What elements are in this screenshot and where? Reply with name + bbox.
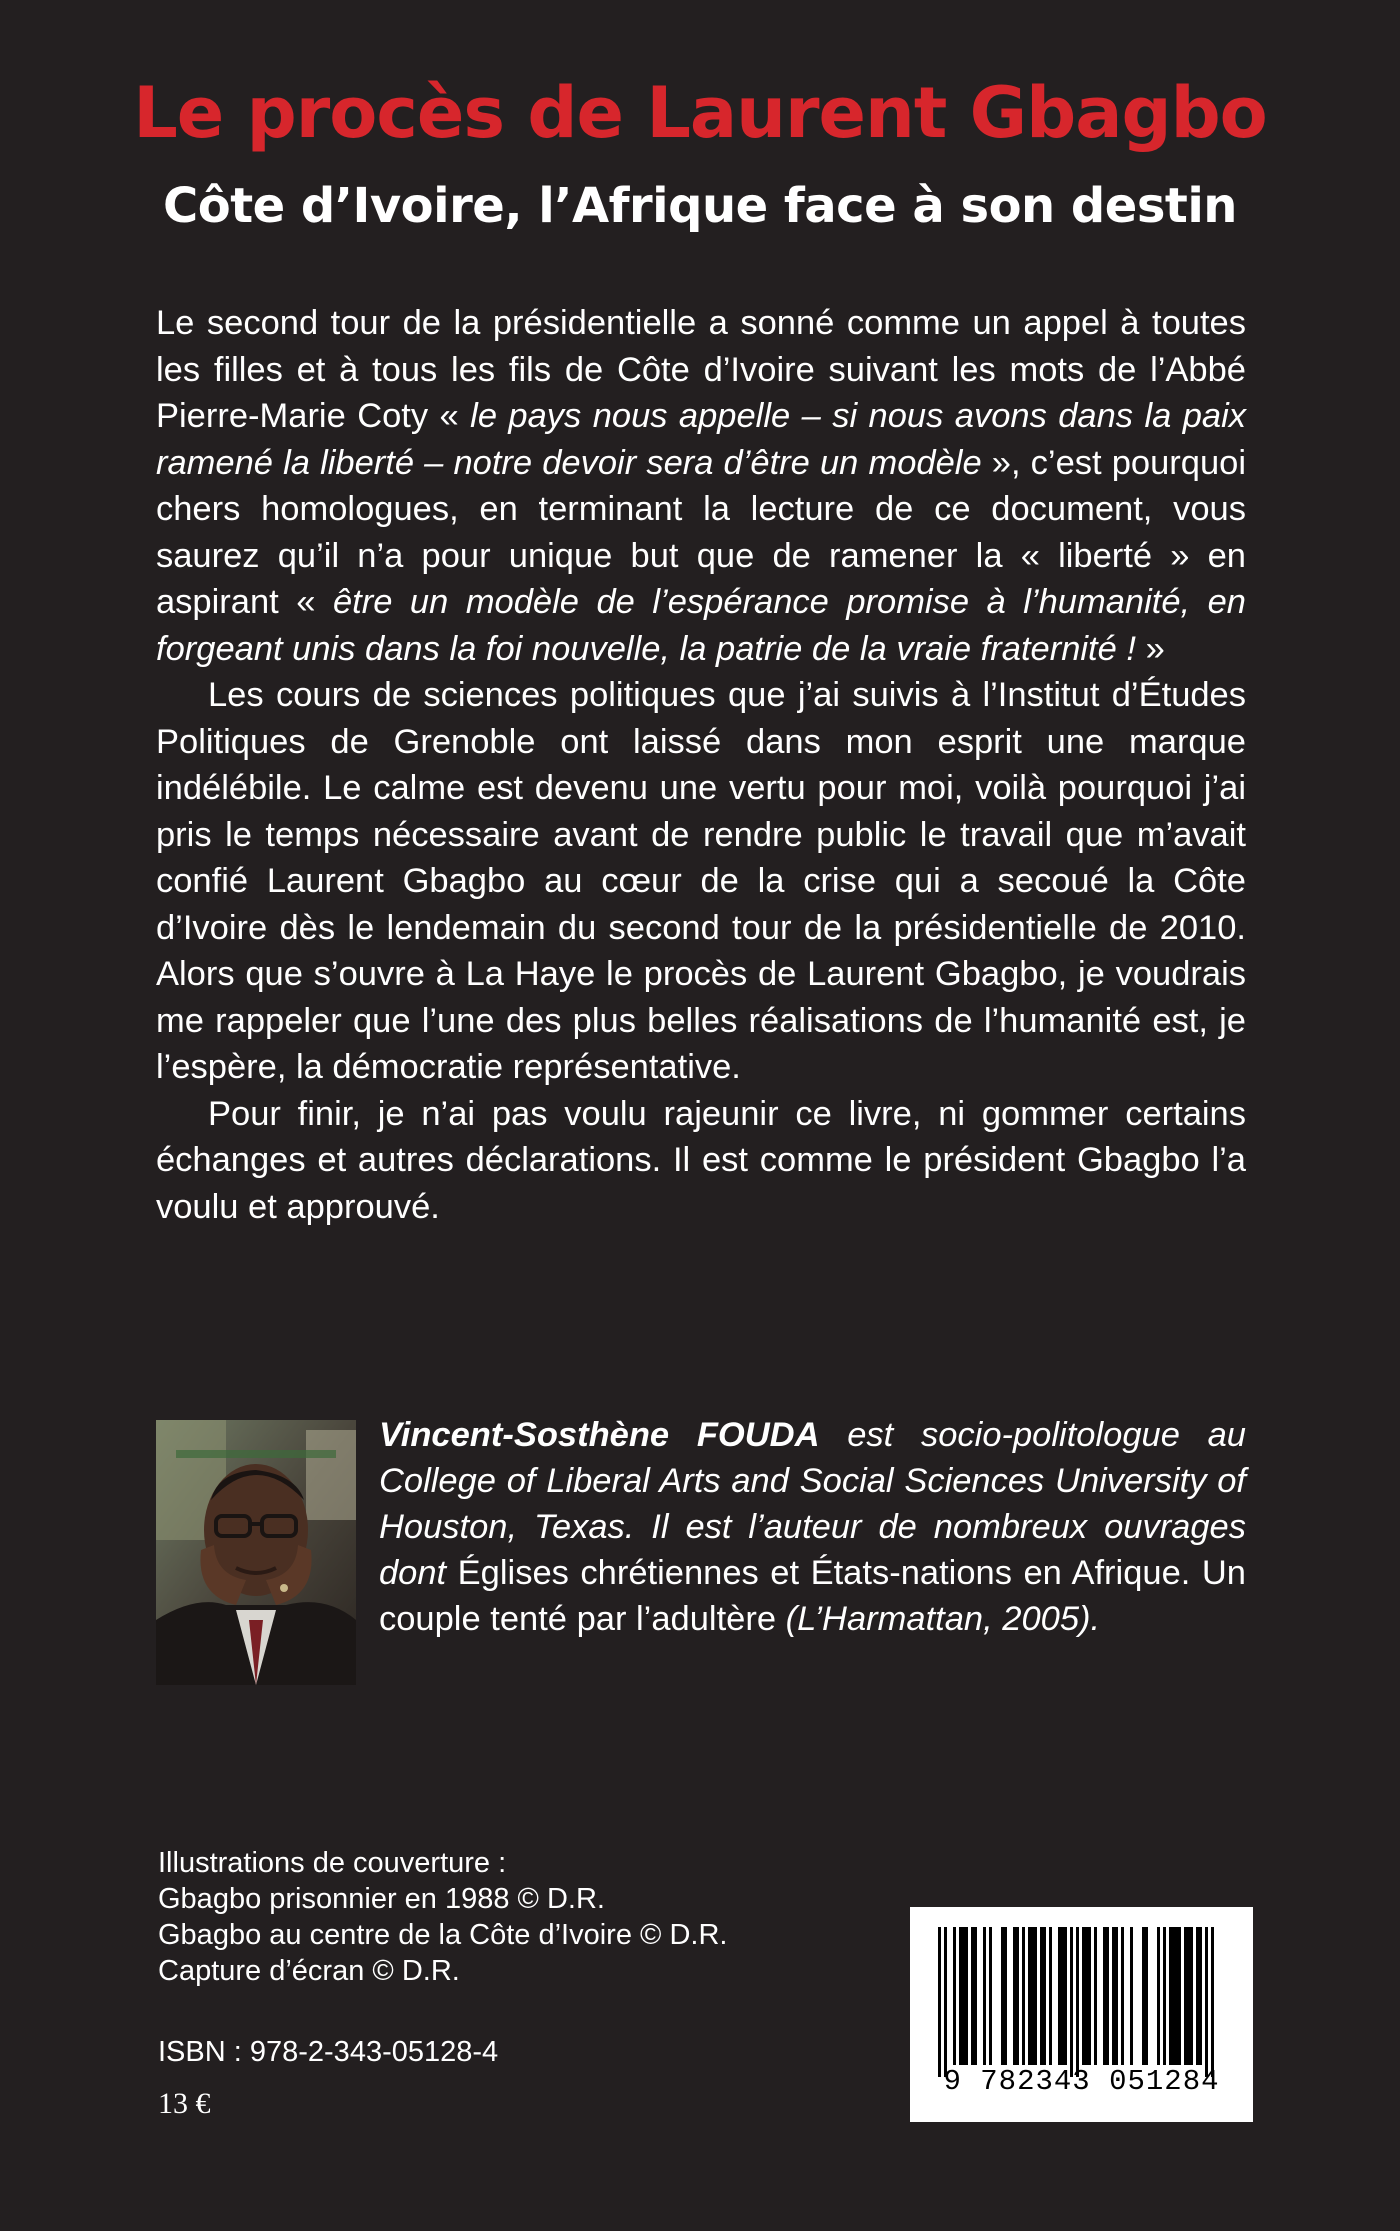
barcode-bar bbox=[1163, 1927, 1166, 2065]
barcode-bar bbox=[1049, 1927, 1052, 2065]
barcode-bar bbox=[1184, 1927, 1193, 2065]
author-bio-text: est socio-politologue au College of Liberal Arts and Social Sciences University of Houston, Texas. Il est l’auteur de nombreux ouvrages dont bbox=[379, 1416, 1246, 1592]
summary-paragraph-1 bbox=[156, 300, 1246, 672]
barcode-bar bbox=[1058, 1927, 1067, 2065]
barcode-bar bbox=[938, 1927, 941, 2077]
credit-line: Capture d’écran © D.R. bbox=[158, 1955, 460, 1987]
barcode-bar bbox=[1196, 1927, 1202, 2065]
author-publisher: (L’Harmattan, 2005). bbox=[776, 1600, 1101, 1638]
summary-text: Le second tour de la présidentielle a sonné comme un appel à toutes les filles et à tous les fils de Côte d’Ivoire suivant les mots de l’Abbé Pierre-Marie Coty « bbox=[156, 304, 1246, 435]
summary-paragraph-2: Les cours de sciences politiques que j’ai suivis à l’Institut d’Études Politiques de Grenoble ont laissé dans mon esprit une marque indélébile. Le calme est devenu une vertu pour moi, voilà pourquoi j’ai pris le temps nécessaire avant de rendre public le travail que m’avait confié Laurent Gbagbo au cœur de la crise qui a secoué la Côte d’Ivoire dès le lendemain du second tour de la présidentielle de 2010. Alors que s’ouvre à La Haye le procès de Laurent Gbagbo, je voudrais me rappeler que l’une des plus belles réalisations de l’humanité est, je l’espère, la démocratie représentative. bbox=[156, 676, 1246, 1086]
barcode-bar bbox=[944, 1927, 947, 2077]
barcode-bar bbox=[971, 1927, 977, 2065]
credit-line: Gbagbo prisonnier en 1988 © D.R. bbox=[158, 1883, 605, 1915]
price: 13 € bbox=[158, 2087, 211, 2120]
quote-text: être un modèle de l’espérance promise à l’humanité, en forgeant unis dans la foi nouvelle, la patrie de la vraie fraternité ! bbox=[156, 583, 1246, 668]
barcode-bar bbox=[1094, 1927, 1097, 2065]
barcode-bar bbox=[1169, 1927, 1181, 2065]
barcode-digits: 9 782343 051284 bbox=[943, 2065, 1220, 2098]
author-bio bbox=[379, 1412, 1246, 1642]
barcode-bar bbox=[1130, 1927, 1133, 2065]
barcode-bar bbox=[1022, 1927, 1025, 2065]
book-subtitle: Côte d’Ivoire, l’Afrique face à son destin bbox=[163, 178, 1237, 234]
summary-paragraph-3: Pour finir, je n’ai pas voulu rajeunir ce livre, ni gommer certains échanges et autres déclarations. Il est comme le président Gbagbo l’a voulu et approuvé. bbox=[156, 1094, 1246, 1226]
barcode-bar bbox=[1157, 1927, 1160, 2065]
author-works: Églises chrétiennes et États-nations en Afrique. Un couple tenté par l’adultère bbox=[379, 1554, 1246, 1638]
author-name: Vincent-Sosthène FOUDA bbox=[379, 1416, 820, 1454]
credits-heading: Illustrations de couverture : bbox=[158, 1847, 507, 1879]
isbn: ISBN : 978-2-343-05128-4 bbox=[158, 2036, 499, 2068]
barcode-bar bbox=[1142, 1927, 1148, 2065]
barcode-bar bbox=[953, 1927, 956, 2065]
barcode-bar bbox=[983, 1927, 986, 2065]
quote-text: le pays nous appelle – si nous avons dans la paix ramené la liberté – notre devoir sera d’être un modèle bbox=[156, 397, 1246, 482]
summary-text: » bbox=[1136, 629, 1165, 668]
barcode-bar bbox=[1211, 1927, 1214, 2077]
barcode bbox=[910, 1907, 1253, 2122]
barcode-bar bbox=[1028, 1927, 1037, 2065]
barcode-bar bbox=[1013, 1927, 1019, 2065]
credit-line: Gbagbo au centre de la Côte d’Ivoire © D.R. bbox=[158, 1919, 728, 1951]
barcode-bar bbox=[1001, 1927, 1007, 2065]
barcode-bar bbox=[959, 1927, 968, 2065]
barcode-bar bbox=[1070, 1927, 1073, 2077]
summary-text: », c’est pourquoi chers homologues, en terminant la lecture de ce document, vous saurez qu’il n’a pour unique but que de ramener la « liberté » en aspirant « bbox=[156, 443, 1246, 621]
barcode-bar bbox=[1076, 1927, 1079, 2077]
barcode-bar bbox=[1205, 1927, 1208, 2077]
author-photo bbox=[156, 1420, 356, 1685]
barcode-bar bbox=[1112, 1927, 1118, 2065]
cover-credits bbox=[158, 1845, 727, 1989]
barcode-bar bbox=[1082, 1927, 1091, 2065]
barcode-bar bbox=[989, 1927, 992, 2065]
barcode-bar bbox=[1103, 1927, 1109, 2065]
back-cover-summary bbox=[156, 300, 1246, 1230]
barcode-bar bbox=[1040, 1927, 1046, 2065]
book-title: Le procès de Laurent Gbagbo bbox=[133, 72, 1267, 154]
barcode-bar bbox=[1121, 1927, 1124, 2065]
